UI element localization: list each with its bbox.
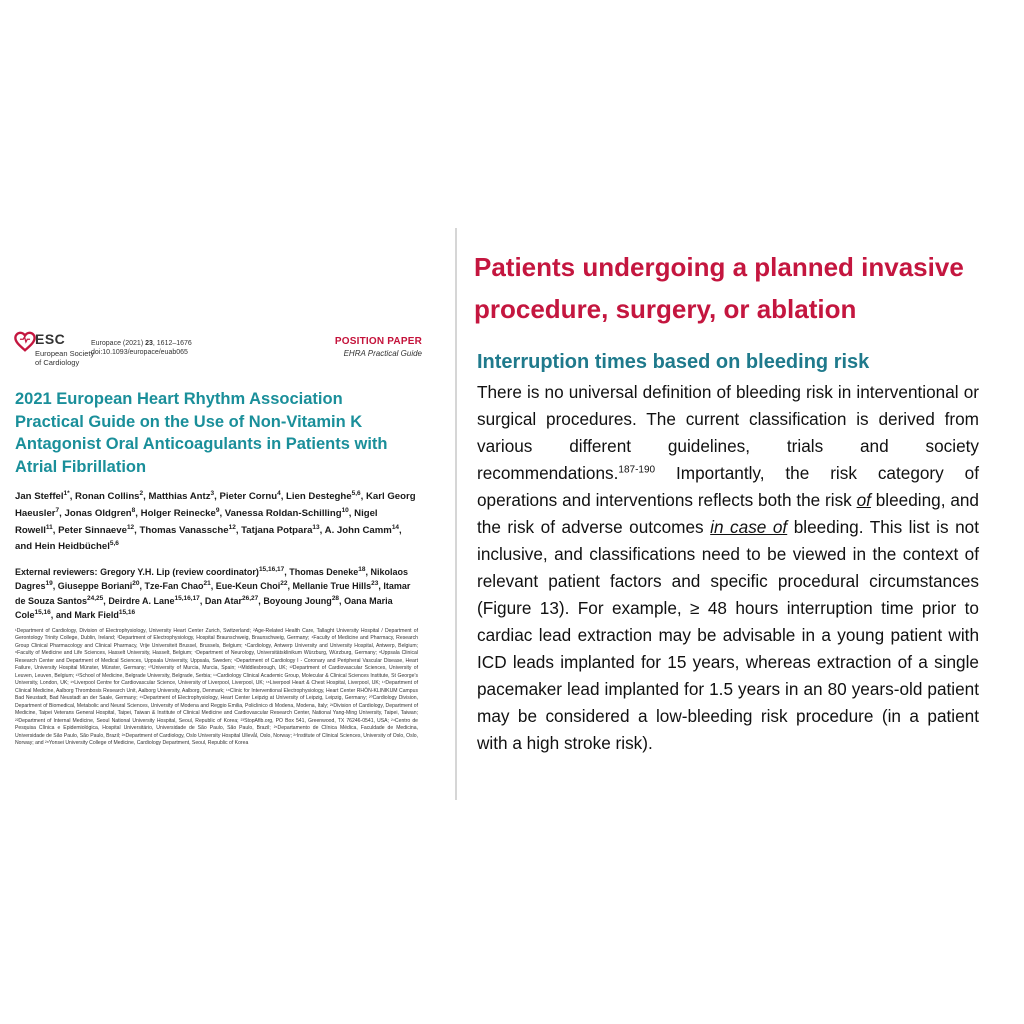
reviewer-affiliation-sup: 24,25 <box>87 594 104 602</box>
reviewer-affiliation-sup: 28 <box>331 594 340 602</box>
journal-doi[interactable]: doi:10.1093/europace/euab065 <box>91 349 188 356</box>
paper-type-label: POSITION PAPER <box>334 336 422 347</box>
author-name: Jan Steffel <box>15 491 64 503</box>
reviewer-affiliation-sup: 15,16 <box>34 608 51 616</box>
author-name: and Hein Heidbüchel <box>15 541 110 553</box>
author-name: Vanessa Roldan-Schilling <box>224 507 342 519</box>
paper-header <box>14 330 422 370</box>
reviewer-affiliation-sup: 26,27 <box>242 594 259 602</box>
emphasis-in-case-of: in case of <box>710 517 788 537</box>
author-affiliation-sup: 11 <box>45 523 53 531</box>
journal-reference <box>91 339 192 357</box>
author-name: Karl Georg Haeusler <box>15 491 416 519</box>
author-affiliation-sup: 7 <box>55 506 60 514</box>
reviewer-affiliation-sup: 19 <box>45 580 53 588</box>
reviewer-affiliation-sup: 18 <box>358 566 366 574</box>
body-part-1: There is no universal definition of bleeding risk in interventional or surgical procedures. The current classification is derived from various different guidelines, trials and society recommendations. <box>477 382 979 483</box>
affiliations: ¹Department of Cardiology, Division of Electrophysiology, University Heart Center Zurich, Switzerland; ²Age-Related Health Care, Tallaght University Hospital / Department of Gerontology Trinity College, Dublin, Ireland; ³Department of Electrophysiology, Hospital Braunschweig, Braunschweig, Germany; ⁴Faculty of Medicine and Pharmacy, Research Group Clinical Pharmacology and Clinical Pharmacy, Vrije Universiteit Brussel, Brussels, Belgium; ⁵Cardiology, Antwerp University and University Hospital, Antwerp, Belgium; ⁶Faculty of Medicine and Life Sciences, Hasselt University, Hasselt, Belgium; ⁷Department of Neurology, Universitätsklinikum Würzburg, Würzburg, Germany; ⁸Uppsala Clinical Research Center and Department of Medical Sciences, Uppsala University, Uppsala, Sweden; ⁹Department of Cardiology I - Coronary and Peripheral Vascular Disease, Heart Failure, University Hospital Münster, Münster, Germany; ¹⁰University of Murcia, Murcia, Spain; ¹¹Middlesbrough, UK; ¹²Department of Cardiovascular Sciences, University of Leuven, Leuven, Belgium; ¹³School of Medicine, Belgrade University, Belgrade, Serbia; ¹⁴Cardiology Clinical Academic Group, Molecular & Clinical Sciences Institute, St George's University, London, UK; ¹⁵Liverpool Centre for Cardiovascular Science, University of Liverpool, Liverpool, UK; ¹⁶Liverpool Heart & Chest Hospital, Liverpool, UK; ¹⁷Department of Clinical Medicine, Aalborg Thrombosis Research Unit, Aalborg University, Aalborg, Denmark; ¹⁸Clinic for Interventional Electrophysiology, Heart Center RHÖN-KLINIKUM Campus Bad Neustadt, Bad Neustadt an der Saale, Germany; ¹⁹Department of Electrophysiology, Heart Center Leipzig at University of Leipzig, Leipzig, Germany; ²⁰Cardiology Division, Department of Biomedical, Metabolic and Neural Sciences, University of Modena and Reggio Emilia, Policlinico di Modena, Modena, Italy; ²¹Division of Cardiology, Department of Medicine, Taipei Veterans General Hospital, Taipei, Taiwan & Institute of Clinical Medicine and Cardiovascular Research Center, National Yang-Ming University, Taipei, Taiwan; ²²Department of Internal Medicine, Seoul National University Hospital, Seoul, Republic of Korea; ²³StopAfib.org, PO Box 541, Greenwood, TX 76246-0541, USA; ²⁴Centro de Pesquisa Clínica e Epidemiológica, Hospital Universitário, Universidade de São Paulo, São Paulo, Brazil; ²⁵Departamento de Clínica Médica, Faculdade de Medicina, Universidade de São Paulo, São Paulo, Brazil; ²⁶Department of Cardiology, Oslo University Hospital Ullevål, Oslo, Norway; ²⁷Institute of Clinical Sciences, University of Oslo, Oslo, Norway; and ²⁸Yonsei University College of Medicine, Cardiology Department, Seoul, Republic of Korea <box>15 627 418 747</box>
reviewer-affiliation-sup: 21 <box>203 580 211 588</box>
reviewer-name: Mellanie True Hills <box>292 581 372 592</box>
external-reviewers <box>15 564 418 621</box>
author-affiliation-sup: 12 <box>228 523 236 531</box>
author-affiliation-sup: 1* <box>63 490 70 497</box>
author-affiliation-sup: 12 <box>126 523 135 531</box>
reviewer-affiliation-sup: 22 <box>280 580 288 588</box>
journal-pages: , 1612–1676 <box>152 340 192 347</box>
slide-body-text <box>477 379 979 757</box>
author-name: Nigel Rowell <box>15 507 378 536</box>
author-affiliation-sup: 4 <box>277 490 281 497</box>
author-name: Holger Reinecke <box>140 507 216 519</box>
reviewer-name: Boyoung Joung <box>263 595 332 606</box>
esc-full-name: European Society of Cardiology <box>35 349 95 367</box>
reference-superscript: 187-190 <box>618 464 656 476</box>
author-affiliation-sup: 2 <box>139 490 144 497</box>
slide-title: Patients undergoing a planned invasive procedure, surgery, or ablation <box>474 252 964 324</box>
author-name: Tatjana Potpara <box>241 524 313 536</box>
reviewer-name: Oana Maria Cole <box>15 595 393 620</box>
body-part-4: bleeding. This list is not inclusive, and classifications need to be viewed in the context of relevant patient factors and specific procedural circumstances (Figure 13). For example, ≥ 48 hours interruption time prior to cardiac lead extraction may be advisable in a young patient with ICD leads implanted for 15 years, whereas extraction of a single pacemaker lead implanted for 1.5 years in an 80 years-old patient may be considered a low-bleeding risk procedure (in a patient with a high stroke risk). <box>477 517 979 753</box>
body-part-3: bleeding, and the risk of adverse outcomes <box>477 490 979 537</box>
journal-volume: 23 <box>145 340 153 347</box>
body-part-2: Importantly, the risk category of operations and interventions reflects both the risk <box>477 463 979 510</box>
author-list: Jan Steffel$^{1*}$, Ronan Collins$^2$, Matthias Antz$^3$, Pieter Cornu$^4$, Lien Desteghe$^{5,6}$, Karl Georg Haeusler$^7$, Jonas Oldgren$^8$, Holger Reinecke$^9$, Vanessa Roldan-Schilling$^{10}$, Nigel Rowell$^{11}$, Peter Sinnaeve$^{12}$, Thomas Vanassche$^{12}$, Tatjana Potpara$^{13}$, A. John Camm$^{14}$, and Hein Heidbüchel$^{5,6}$ <box>15 490 416 553</box>
author-name: Ronan Collins <box>75 491 140 503</box>
esc-heart-logo-icon <box>14 331 36 353</box>
reviewer-list: Gregory Y.H. Lip (review coordinator)$^{15,16,17}$, Thomas Deneke$^{18}$, Nikolaos Dagres$^{19}$, Giuseppe Boriani$^{20}$, Tze-Fan Chao$^{21}$, Eue-Keun Choi$^{22}$, Mellanie True Hills$^{23}$, Itamar de Souza Santos$^{24,25}$, Deirdre A. Lane$^{15,16,17}$, Dan Atar$^{26,27}$, Boyoung Joung$^{28}$, Oana Maria Cole$^{15,16}$, and Mark Field$^{15,16}$ <box>15 566 411 620</box>
reviewer-affiliation-sup: 15,16 <box>118 608 136 616</box>
slide-panel <box>474 246 984 757</box>
author-name: Pieter Cornu <box>219 491 278 503</box>
reviewer-name: Giuseppe Boriani <box>57 581 133 592</box>
author-affiliation-sup: 13 <box>312 523 320 531</box>
author-affiliation-sup: 9 <box>215 506 220 514</box>
reviewer-name: Nikolaos Dagres <box>15 567 409 592</box>
esc-logo <box>14 330 96 370</box>
reviewer-affiliation-sup: 15,16,17 <box>258 566 285 574</box>
slide-subtitle: Interruption times based on bleeding risk <box>477 351 870 373</box>
author-name: Peter Sinnaeve <box>58 524 127 536</box>
author-affiliation-sup: 3 <box>210 490 215 497</box>
paper-type-sub: EHRA Practical Guide <box>343 349 422 358</box>
author-name: Jonas Oldgren <box>64 507 132 519</box>
reviewer-name: Itamar de Souza Santos <box>15 581 411 606</box>
reviewers-prefix: External reviewers: <box>15 567 101 578</box>
esc-abbr: ESC <box>35 331 66 347</box>
reviewer-name: Deirdre A. Lane <box>108 595 175 606</box>
reviewer-affiliation-sup: 15,16,17 <box>174 594 200 602</box>
author-affiliation-sup: 10 <box>341 506 349 514</box>
author-affiliation-sup: 5,6 <box>351 490 361 497</box>
reviewer-name: Gregory Y.H. Lip (review coordinator) <box>100 567 259 578</box>
reviewer-name: Dan Atar <box>204 595 243 606</box>
paper-title: 2021 European Heart Rhythm Association Practical Guide on the Use of Non-Vitamin K Antagonist Oral Anticoagulants in Patients with Atrial Fibrillation <box>15 390 388 476</box>
journal-name: Europace (2021) <box>91 340 146 347</box>
author-name: Thomas Vanassche <box>139 524 229 536</box>
author-affiliation-sup: 14 <box>391 523 400 531</box>
reviewer-name: Eue-Keun Choi <box>215 581 281 592</box>
author-affiliation-sup: 5,6 <box>109 540 119 548</box>
emphasis-of: of <box>856 490 871 510</box>
panel-divider <box>455 228 457 800</box>
author-name: Lien Desteghe <box>286 491 352 503</box>
author-name: Matthias Antz <box>148 491 211 503</box>
author-name: A. John Camm <box>324 524 392 536</box>
reviewer-name: Tze-Fan Chao <box>144 581 204 592</box>
reviewer-name: and Mark Field <box>55 609 119 620</box>
paper-front-page <box>14 330 422 748</box>
author-affiliation-sup: 8 <box>131 506 136 514</box>
reviewer-affiliation-sup: 23 <box>371 580 379 588</box>
reviewer-name: Thomas Deneke <box>289 567 359 578</box>
reviewer-affiliation-sup: 20 <box>132 580 140 588</box>
